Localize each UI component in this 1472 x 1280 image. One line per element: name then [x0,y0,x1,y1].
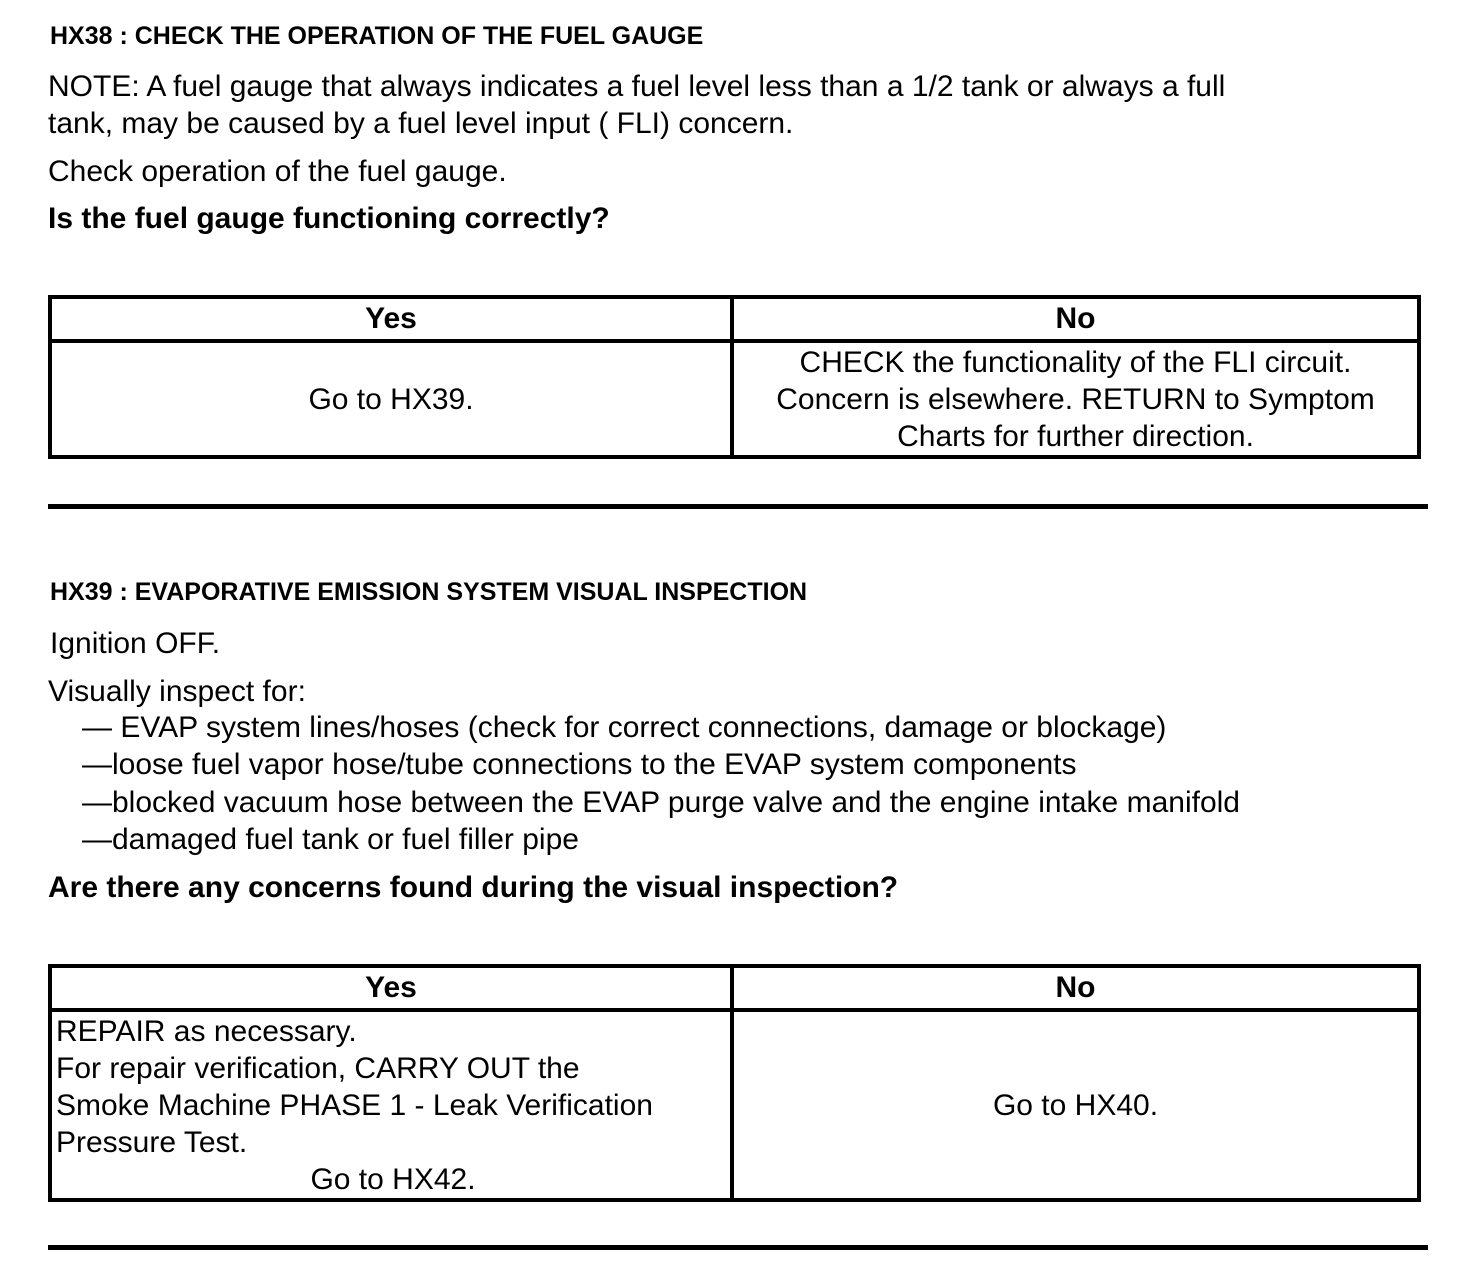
no-cell-line: CHECK the functionality of the FLI circuit. [799,345,1352,379]
hx38-note-line-1: NOTE: A fuel gauge that always indicates a fuel level less than a 1/2 tank or always a full [48,70,1226,103]
hx38-question: Is the fuel gauge functioning correctly? [48,202,610,235]
table-header-row [50,966,1419,1010]
goto-hx42-link[interactable]: Go to HX42. [310,1162,476,1196]
inspection-item: —loose fuel vapor hose/tube connections to the EVAP system components [82,748,1077,781]
yes-cell-line: REPAIR as necessary. [56,1014,357,1048]
hx39-yes-cell [50,1010,732,1200]
hx38-yes-cell [50,341,732,457]
no-cell-line: Charts for further direction. [897,419,1254,453]
hx38-heading: HX38 : CHECK THE OPERATION OF THE FUEL GAUGE [50,22,704,50]
table-row [50,1010,1419,1200]
table-row [50,341,1419,457]
yes-cell-line: Smoke Machine PHASE 1 - Leak Verification [56,1088,653,1122]
hx38-note-line-2: tank, may be caused by a fuel level input ( FLI) concern. [48,107,794,140]
section-divider [48,504,1428,509]
yes-cell-line: Pressure Test. [56,1125,248,1159]
hx39-question: Are there any concerns found during the visual inspection? [48,871,899,904]
inspection-item: —damaged fuel tank or fuel filler pipe [82,823,579,856]
inspection-item: —blocked vacuum hose between the EVAP purge valve and the engine intake manifold [82,786,1240,819]
section-divider [48,1245,1428,1250]
hx39-heading: HX39 : EVAPORATIVE EMISSION SYSTEM VISUAL INSPECTION [50,578,808,606]
yes-column-header: Yes [50,297,732,341]
goto-hx39-link[interactable]: Go to HX39. [308,382,474,416]
inspection-item: — EVAP system lines/hoses (check for correct connections, damage or blockage) [82,711,1167,744]
hx38-instruction: Check operation of the fuel gauge. [48,155,507,188]
no-cell-line: Concern is elsewhere. RETURN to Symptom [776,382,1375,416]
goto-hx40-link[interactable]: Go to HX40. [992,1088,1159,1122]
hx39-decision-table [48,964,1421,1202]
table-header-row [50,297,1419,341]
yes-cell-line: For repair verification, CARRY OUT the [56,1051,580,1085]
hx39-step-ignition: Ignition OFF. [50,627,221,660]
hx39-step-inspect: Visually inspect for: [48,675,306,708]
yes-column-header: Yes [50,966,732,1010]
hx39-no-cell [732,1010,1419,1200]
hx38-no-cell [732,341,1419,457]
hx38-decision-table [48,295,1421,459]
no-column-header: No [732,297,1419,341]
no-column-header: No [732,966,1419,1010]
